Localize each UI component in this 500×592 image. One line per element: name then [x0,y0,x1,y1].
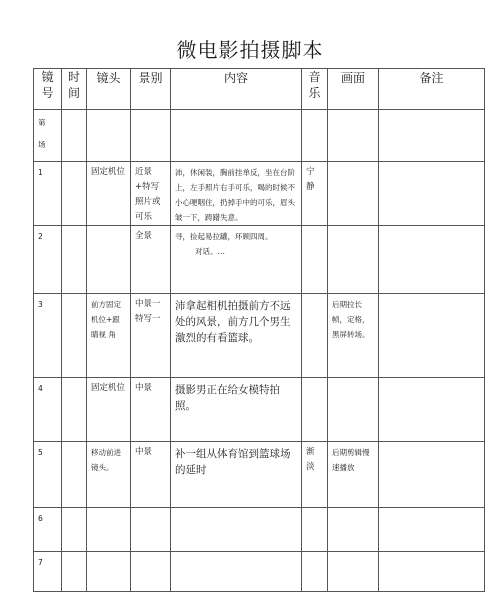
header-scene: 景别 [131,69,171,110]
cell-num: 7 [38,558,43,567]
header-time: 时 间 [62,69,87,110]
cell-music: 渐 淡 [306,447,315,472]
cell-num: 2 [38,232,43,241]
table-row [34,226,485,294]
cell-scene: 近景+特写照片或可乐 [135,167,161,222]
table-row [34,294,485,378]
cell-picture: 后期拉长帧，定格，黑屏转场。 [332,300,370,339]
table-row [34,378,485,442]
cell-num: 3 [38,300,43,309]
header-shot: 镜头 [87,69,131,110]
cell-content: 沛拿起相机拍摄前方不远处的风景，前方几个男生激烈的有看篮球。 [175,300,291,344]
script-table [33,68,485,592]
cell-music: 宁 静 [306,167,315,192]
header-picture: 画面 [328,69,379,110]
cell-scene: 中景 [135,383,153,393]
cell-scene: 中景一特写一 [135,299,161,324]
cell-intro-label: 第 场 [34,110,62,162]
table-row [34,442,485,508]
cell-shot: 移动前进镜头。 [91,448,121,472]
cell-shot: 固定机位 [91,167,126,177]
header-remark: 备注 [379,69,485,110]
cell-num: 5 [38,448,43,457]
table-row [34,508,485,552]
header-row [34,69,485,110]
cell-picture [328,162,378,165]
header-music: 音 乐 [302,69,328,110]
cell-shot: 前方固定机位+跟睛视 角 [91,300,121,339]
cell-shot [87,226,130,229]
cell-picture: 后期剪辑慢速播放 [332,448,370,472]
cell-content: 寻，捡起易拉罐，环顾四周。 对话。… [175,232,273,256]
table-row-intro [34,110,485,162]
table-row [34,552,485,592]
cell-scene: 全景 [135,231,153,241]
cell-num: 6 [38,514,43,523]
cell-num: 1 [38,168,43,177]
cell-num: 4 [38,384,43,393]
cell-shot: 固定机位 [91,383,126,393]
header-content: 内容 [171,69,302,110]
cell-content: 补一组从体育馆到篮球场的延时 [175,448,291,476]
cell-scene: 中景 [135,447,153,457]
document-title: 微电影拍摄脚本 [176,38,324,62]
header-num: 镜 号 [34,69,62,110]
cell-content: 摄影男正在给女模特拍照。 [175,384,280,412]
table-row [34,162,485,226]
cell-content: 沛，休闲装，胸前挂单反，坐在台阶上，左手照片右手可乐，喝的时候不小心哽咽住，扔掉手中的可乐，眉头皱一下，踌躇失意。 [175,168,295,222]
